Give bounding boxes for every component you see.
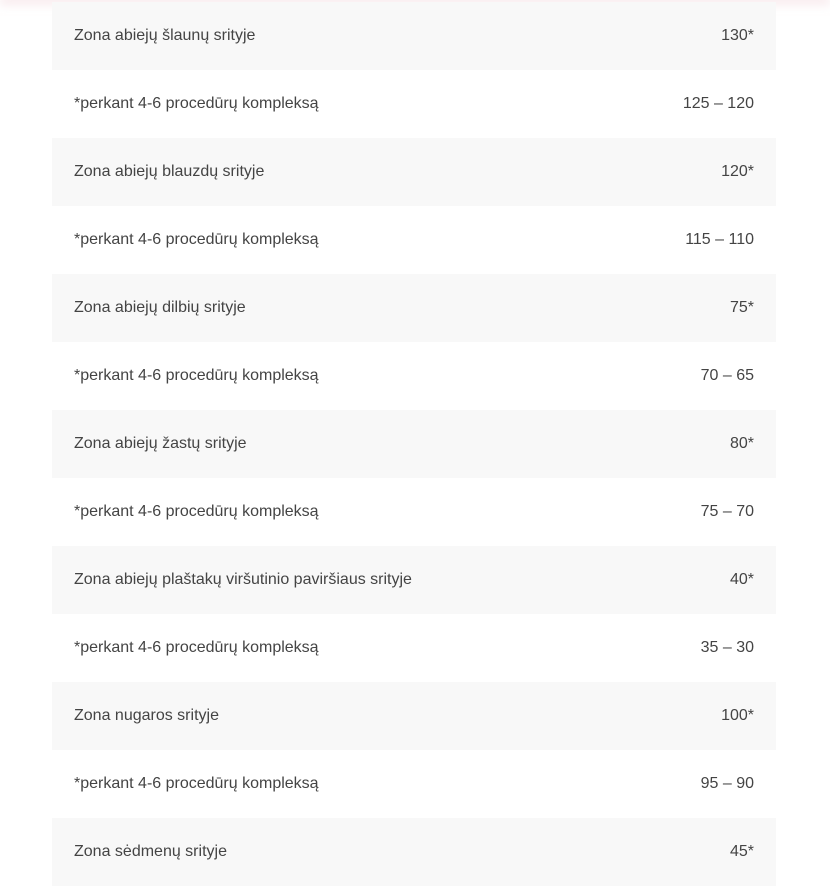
table-row bbox=[52, 206, 776, 274]
zone-name: Zona nugaros srityje bbox=[74, 707, 219, 724]
table-row bbox=[52, 342, 776, 410]
zone-name: Zona abiejų dilbių srityje bbox=[74, 299, 246, 316]
zone-price: 45* bbox=[729, 843, 754, 860]
table-row bbox=[52, 682, 776, 750]
table-row bbox=[52, 750, 776, 818]
zone-name: Zona abiejų plaštakų viršutinio paviršiaus srityje bbox=[74, 571, 412, 588]
zone-price: 125 – 120 bbox=[682, 95, 754, 112]
zone-price: 75 – 70 bbox=[700, 503, 754, 520]
zone-name: Zona abiejų blauzdų srityje bbox=[74, 163, 265, 180]
zone-name: *perkant 4-6 procedūrų kompleksą bbox=[74, 775, 319, 792]
price-table bbox=[52, 2, 776, 886]
zone-price: 35 – 30 bbox=[700, 639, 754, 656]
zone-price: 100* bbox=[721, 707, 754, 724]
table-row bbox=[52, 818, 776, 886]
zone-name: *perkant 4-6 procedūrų kompleksą bbox=[74, 639, 319, 656]
table-row bbox=[52, 274, 776, 342]
zone-name: *perkant 4-6 procedūrų kompleksą bbox=[74, 503, 319, 520]
zone-price: 95 – 90 bbox=[700, 775, 754, 792]
table-row bbox=[52, 70, 776, 138]
zone-price: 120* bbox=[721, 163, 754, 180]
table-row bbox=[52, 2, 776, 70]
zone-price: 130* bbox=[721, 27, 754, 44]
zone-price: 75* bbox=[729, 299, 754, 316]
zone-price: 40* bbox=[729, 571, 754, 588]
zone-price: 80* bbox=[729, 435, 754, 452]
table-row bbox=[52, 614, 776, 682]
zone-name: *perkant 4-6 procedūrų kompleksą bbox=[74, 95, 319, 112]
table-row bbox=[52, 478, 776, 546]
zone-name: Zona abiejų žastų srityje bbox=[74, 435, 247, 452]
zone-name: *perkant 4-6 procedūrų kompleksą bbox=[74, 367, 319, 384]
zone-price: 70 – 65 bbox=[700, 367, 754, 384]
table-row bbox=[52, 138, 776, 206]
zone-price: 115 – 110 bbox=[685, 231, 754, 248]
table-row bbox=[52, 410, 776, 478]
zone-name: Zona abiejų šlaunų srityje bbox=[74, 27, 256, 44]
zone-name: *perkant 4-6 procedūrų kompleksą bbox=[74, 231, 319, 248]
zone-name: Zona sėdmenų srityje bbox=[74, 843, 227, 860]
table-row bbox=[52, 546, 776, 614]
